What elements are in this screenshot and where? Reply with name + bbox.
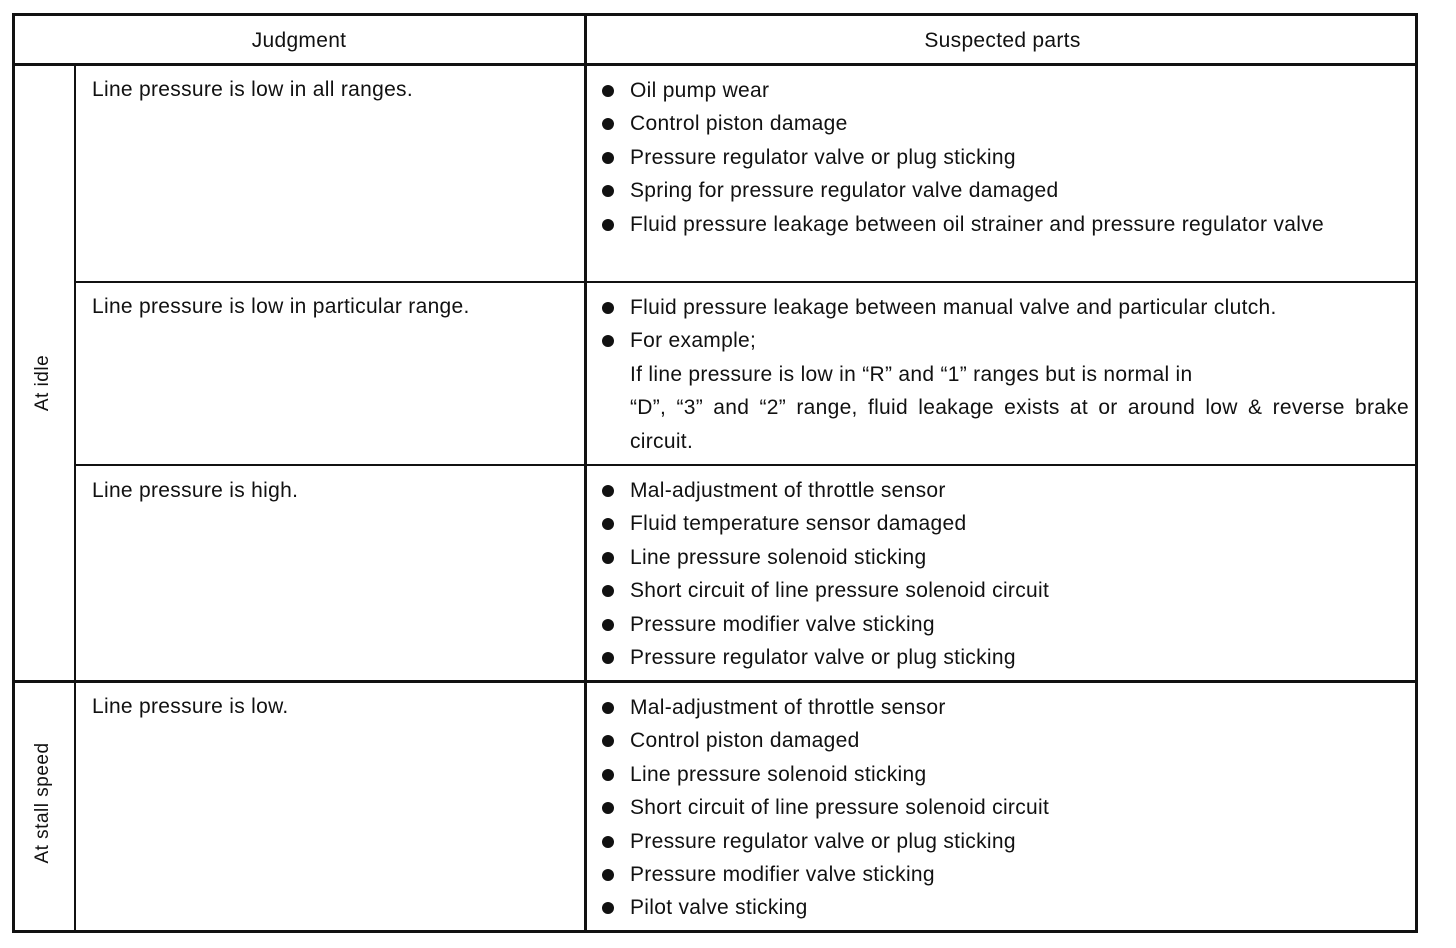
list-item: Line pressure solenoid sticking xyxy=(602,758,1409,791)
list-item: Pilot valve sticking xyxy=(602,891,1409,924)
list-item: Control piston damaged xyxy=(602,724,1409,757)
bullet-icon xyxy=(602,585,614,597)
bullet-icon xyxy=(602,769,614,781)
parts-list-high xyxy=(602,474,1409,674)
list-item: Oil pump wear xyxy=(602,74,1409,107)
bullet-icon xyxy=(602,869,614,881)
row-divider-2 xyxy=(75,464,1418,466)
example-line-2: “D”, “3” and “2” range, fluid leakage exists at or around low & reverse brake circuit. xyxy=(630,396,1409,453)
list-item: Spring for pressure regulator valve damaged xyxy=(602,174,1409,207)
bullet-icon xyxy=(602,118,614,130)
group-label-at-stall-speed: At stall speed xyxy=(32,742,53,864)
list-item: Pressure regulator valve or plug sticking xyxy=(602,141,1409,174)
bullet-icon xyxy=(602,185,614,197)
judgment-low-particular-range: Line pressure is low in particular range. xyxy=(92,295,470,318)
list-item: Pressure modifier valve sticking xyxy=(602,858,1409,891)
list-item: Short circuit of line pressure solenoid circuit xyxy=(602,574,1409,607)
row-divider-1 xyxy=(75,281,1418,283)
judgment-low-all-ranges: Line pressure is low in all ranges. xyxy=(92,78,413,101)
bullet-icon xyxy=(602,702,614,714)
list-item: Fluid pressure leakage between manual valve and particular clutch. xyxy=(602,291,1409,324)
list-item: Pressure regulator valve or plug sticking xyxy=(602,641,1409,674)
bullet-icon xyxy=(602,335,614,347)
column-divider-main xyxy=(584,13,587,933)
list-item: Control piston damage xyxy=(602,107,1409,140)
bullet-icon xyxy=(602,735,614,747)
bullet-icon xyxy=(602,619,614,631)
header-divider xyxy=(12,63,1418,66)
list-item: Fluid pressure leakage between oil strainer and pressure regulator valve xyxy=(602,208,1409,241)
list-item: Mal-adjustment of throttle sensor xyxy=(602,474,1409,507)
list-item: Pressure regulator valve or plug sticking xyxy=(602,825,1409,858)
bullet-icon xyxy=(602,652,614,664)
header-suspected-parts: Suspected parts xyxy=(924,29,1081,52)
list-item: Fluid temperature sensor damaged xyxy=(602,507,1409,540)
column-divider-group xyxy=(74,64,76,933)
header-judgment: Judgment xyxy=(251,29,347,52)
list-item: Line pressure solenoid sticking xyxy=(602,541,1409,574)
list-item: Short circuit of line pressure solenoid circuit xyxy=(602,791,1409,824)
example-line-1: If line pressure is low in “R” and “1” ranges but is normal in xyxy=(630,362,1193,386)
bullet-icon xyxy=(602,802,614,814)
bullet-icon xyxy=(602,485,614,497)
parts-list-stall-low xyxy=(602,691,1409,925)
group-label-at-idle: At idle xyxy=(32,354,53,412)
bullet-icon xyxy=(602,518,614,530)
judgment-high: Line pressure is high. xyxy=(92,479,299,502)
bullet-icon xyxy=(602,152,614,164)
bullet-icon xyxy=(602,552,614,564)
judgment-stall-low: Line pressure is low. xyxy=(92,695,289,718)
bullet-icon xyxy=(602,302,614,314)
parts-list-low-particular-range xyxy=(602,291,1409,458)
list-item: Mal-adjustment of throttle sensor xyxy=(602,691,1409,724)
list-item: For example; If line pressure is low in “R” and “1” ranges but is normal in “D”, “3” and “2” range, fluid leakage exists at or around low & reverse brake circuit. xyxy=(602,324,1409,458)
bullet-icon xyxy=(602,902,614,914)
bullet-icon xyxy=(602,219,614,231)
bullet-icon xyxy=(602,85,614,97)
bullet-icon xyxy=(602,836,614,848)
group-divider xyxy=(12,680,1418,683)
parts-list-low-all-ranges xyxy=(602,74,1409,241)
list-item: Pressure modifier valve sticking xyxy=(602,608,1409,641)
